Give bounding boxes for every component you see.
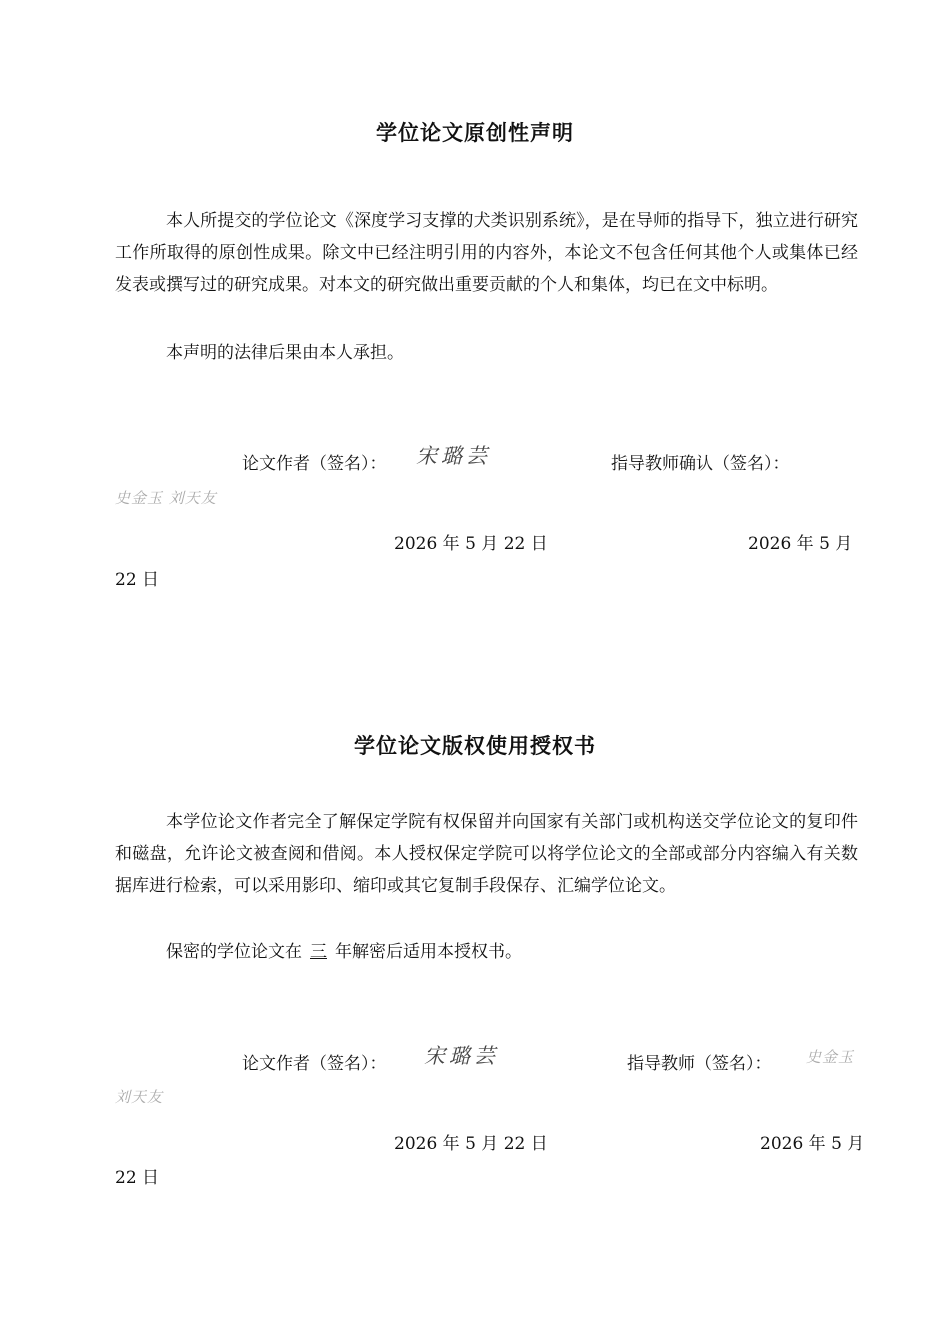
declaration-title: 学位论文原创性声明	[376, 121, 574, 145]
confidentiality-prefix: 保密的学位论文在	[166, 942, 302, 962]
advisor-signature-label: 指导教师确认（签名）：	[611, 454, 790, 474]
advisor-signature-2-continued: 刘天友	[115, 1088, 164, 1106]
author-date-2: 2026 年 5 月 22 日	[394, 1134, 548, 1154]
advisor-signature-2: 史金玉	[806, 1048, 855, 1066]
authorization-paragraph: 本学位论文作者完全了解保定学院有权保留并向国家有关部门或机构送交学位论文的复印件和磁盘，允许论文被查阅和借阅。本人授权保定学院可以将学位论文的全部或部分内容编入有关数据库进行检索，可以采用影印、缩印或其它复制手段保存、汇编学位论文。	[115, 812, 858, 896]
advisor-date-2: 2026 年 5 月	[760, 1134, 865, 1154]
confidentiality-suffix: 年解密后适用本授权书。	[335, 942, 522, 962]
author-signature-label-2: 论文作者（签名）：	[242, 1054, 387, 1074]
advisor-date-2-continued: 22 日	[115, 1168, 160, 1188]
authorization-title: 学位论文版权使用授权书	[354, 734, 596, 758]
confidentiality-years: 三	[310, 942, 327, 962]
author-date: 2026 年 5 月 22 日	[394, 534, 548, 554]
advisor-signature: 史金玉 刘天友	[115, 489, 217, 507]
confidentiality-paragraph	[115, 936, 858, 968]
author-signature-label: 论文作者（签名）：	[242, 454, 387, 474]
author-signature-2: 宋璐芸	[424, 1044, 499, 1068]
declaration-legal-paragraph: 本声明的法律后果由本人承担。	[166, 343, 404, 363]
advisor-date-continued: 22 日	[115, 570, 160, 590]
advisor-date: 2026 年 5 月	[748, 534, 853, 554]
author-signature: 宋璐芸	[416, 444, 491, 468]
declaration-paragraph: 本人所提交的学位论文《深度学习支撑的犬类识别系统》，是在导师的指导下，独立进行研究工作所取得的原创性成果。除文中已经注明引用的内容外，本论文不包含任何其他个人或集体已经发表或撰写过的研究成果。对本文的研究做出重要贡献的个人和集体，均已在文中标明。	[115, 211, 858, 295]
advisor-signature-label-2: 指导教师（签名）：	[627, 1054, 772, 1074]
